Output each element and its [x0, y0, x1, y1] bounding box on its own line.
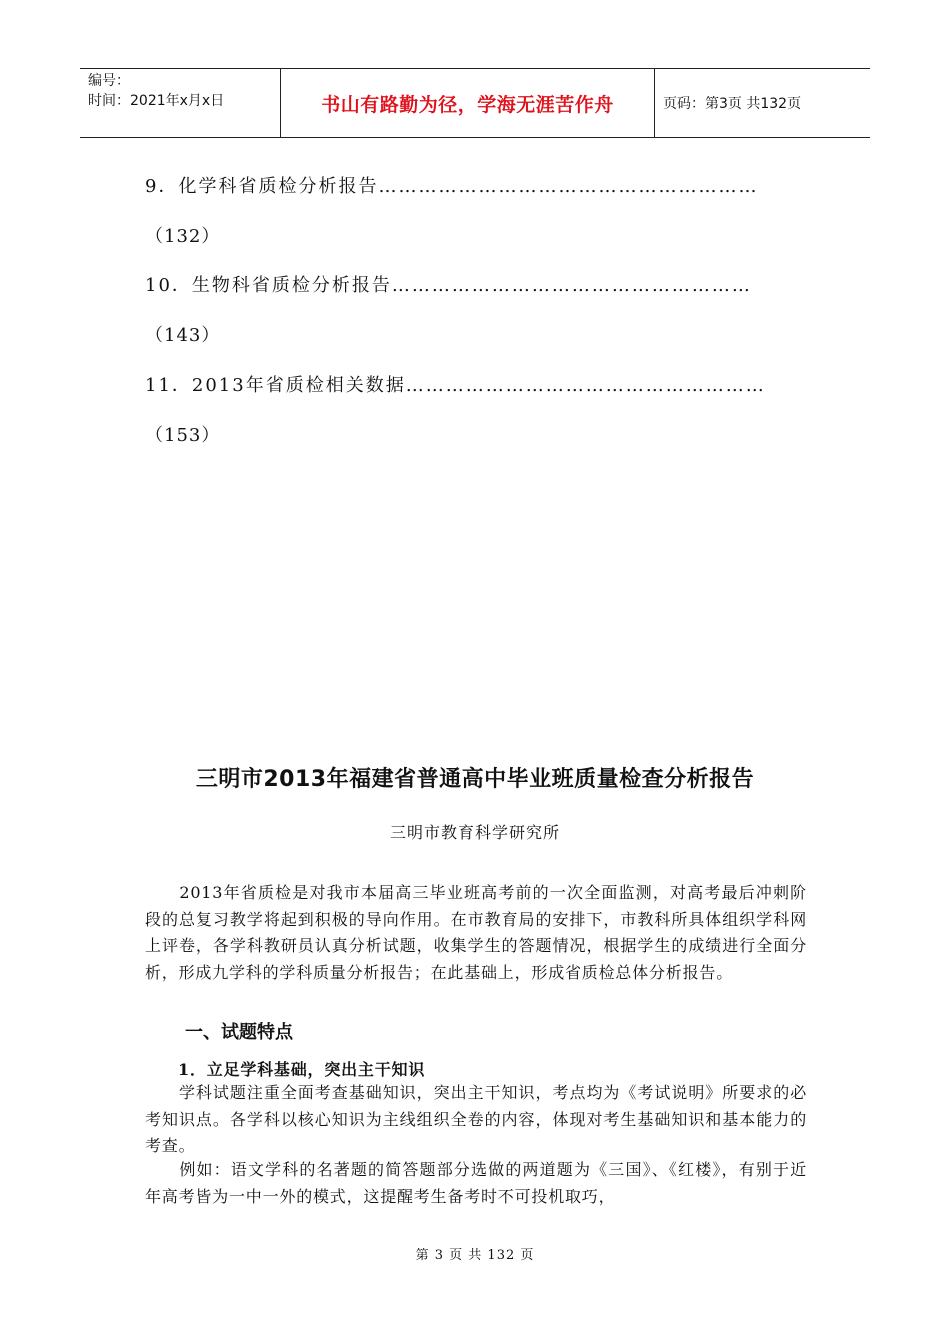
toc-entry-page: （143） — [145, 325, 221, 346]
body-paragraph: 学科试题注重全面考查基础知识，突出主干知识，考点均为《考试说明》所要求的必考知识点。各学科以核心知识为主线组织全卷的内容，体现对考生基础知识和基本能力的考查。 — [145, 1083, 807, 1155]
toc-entry-page: （153） — [145, 425, 221, 446]
section-heading: 一、试题特点 — [185, 1022, 293, 1043]
header-motto: 书山有路勤为径，学海无涯苦作舟 — [281, 69, 655, 137]
toc-entry-title: 10．生物科省质检分析报告……………………………………………… — [145, 275, 752, 296]
toc-entry-title: 11．2013年省质检相关数据……………………………………………… — [145, 375, 766, 396]
intro-paragraph: 2013年省质检是对我市本届高三毕业班高考前的一次全面监测，对高考最后冲刺阶段的总复习教学将起到积极的导向作用。在市教育局的安排下，市教科所具体组织学科网上评卷，各学科教研员认真分析试题，收集学生的答题情况，根据学生的成绩进行全面分析，形成九学科的学科质量分析报告；在此基础上，形成省质检总体分析报告。 — [145, 883, 807, 982]
date-label: 时间：2021年x月x日 — [88, 93, 225, 109]
header-meta — [80, 69, 281, 137]
toc-entry-title: 9．化学科省质检分析报告………………………………………………… — [145, 176, 759, 197]
toc-entry-page: （132） — [145, 226, 221, 247]
header-page-info: 页码：第3页 共132页 — [663, 96, 802, 112]
page-footer: 第 3 页 共 132 页 — [415, 1248, 535, 1263]
article-author: 三明市教育科学研究所 — [389, 823, 560, 842]
subsection-heading: 1．立足学科基础，突出主干知识 — [178, 1060, 426, 1079]
page-header — [80, 68, 870, 138]
body-paragraph: 例如：语文学科的名著题的简答题部分选做的两道题为《三国》、《红楼》，有别于近年高考皆为一中一外的模式，这提醒考生备考时不可投机取巧， — [145, 1160, 807, 1206]
article-title: 三明市2013年福建省普通高中毕业班质量检查分析报告 — [195, 767, 755, 792]
number-label: 编号： — [88, 73, 130, 89]
